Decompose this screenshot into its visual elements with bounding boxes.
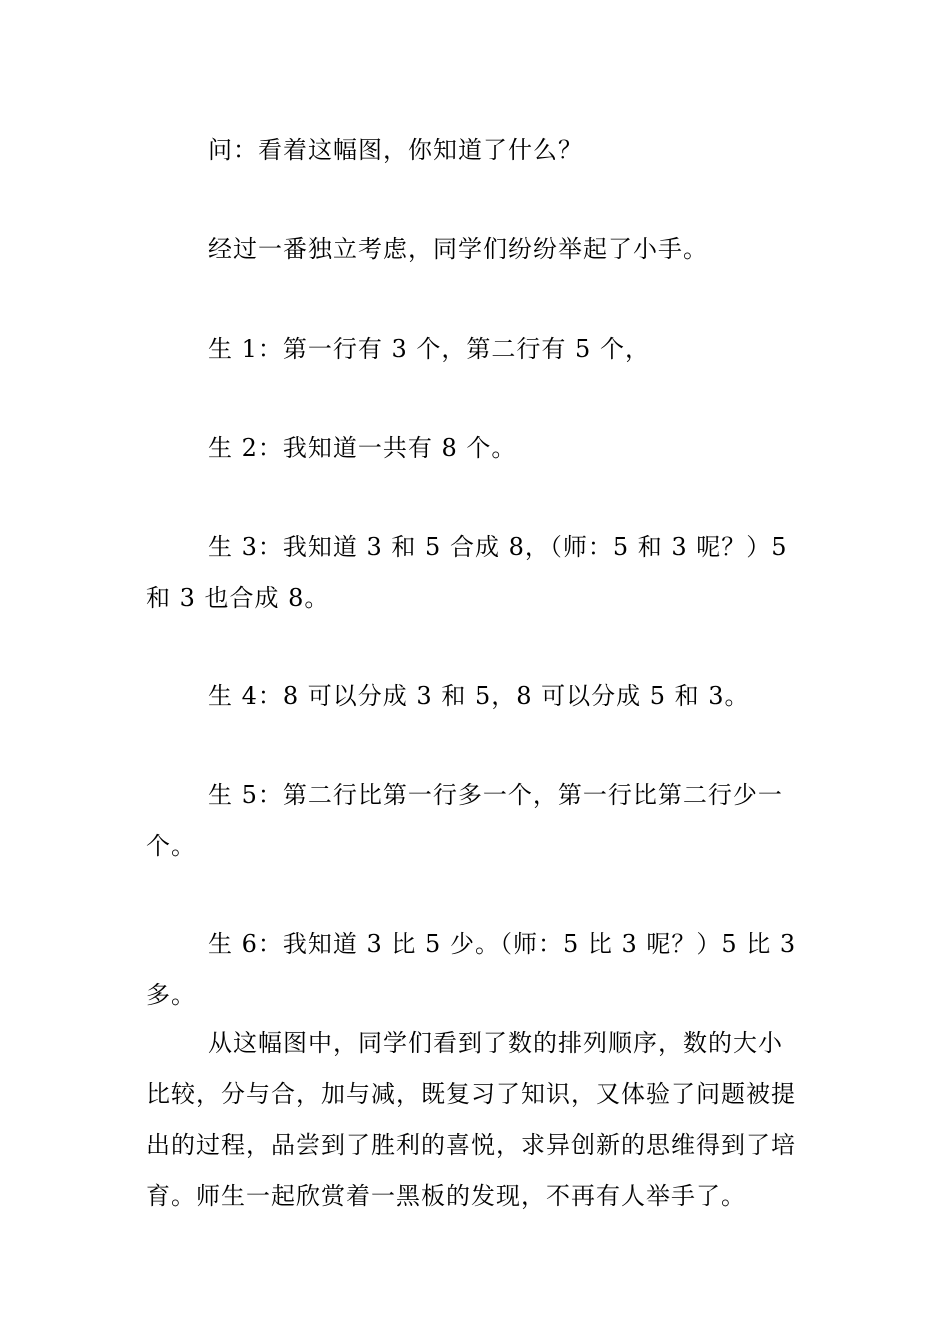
paragraph-intro: 经过一番独立考虑，同学们纷纷举起了小手。 — [208, 235, 708, 263]
paragraph-student-5: 生 5：第二行比第一行多一个，第一行比第二行少一个。 — [146, 781, 783, 860]
paragraph-student-2: 生 2：我知道一共有 8 个。 — [208, 434, 517, 462]
paragraph-student-3: 生 3：我知道 3 和 5 合成 8，（师：5 和 3 呢？）5 和 3 也合成 8。 — [146, 533, 788, 612]
paragraph-student-6: 生 6：我知道 3 比 5 少。（师：5 比 3 呢？）5 比 3 多。 — [146, 930, 797, 1009]
paragraph-conclusion: 从这幅图中，同学们看到了数的排列顺序，数的大小比较，分与合，加与减，既复习了知识，又体验了问题被提出的过程，品尝到了胜利的喜悦，求异创新的思维得到了培育。师生一起欣赏着一黑板的发现，不再有人举手了。 — [146, 1029, 796, 1210]
paragraph-student-1: 生 1：第一行有 3 个，第二行有 5 个， — [208, 335, 650, 363]
paragraph-student-4: 生 4：8 可以分成 3 和 5，8 可以分成 5 和 3。 — [208, 682, 750, 710]
paragraph-question: 问：看着这幅图，你知道了什么？ — [208, 136, 583, 164]
